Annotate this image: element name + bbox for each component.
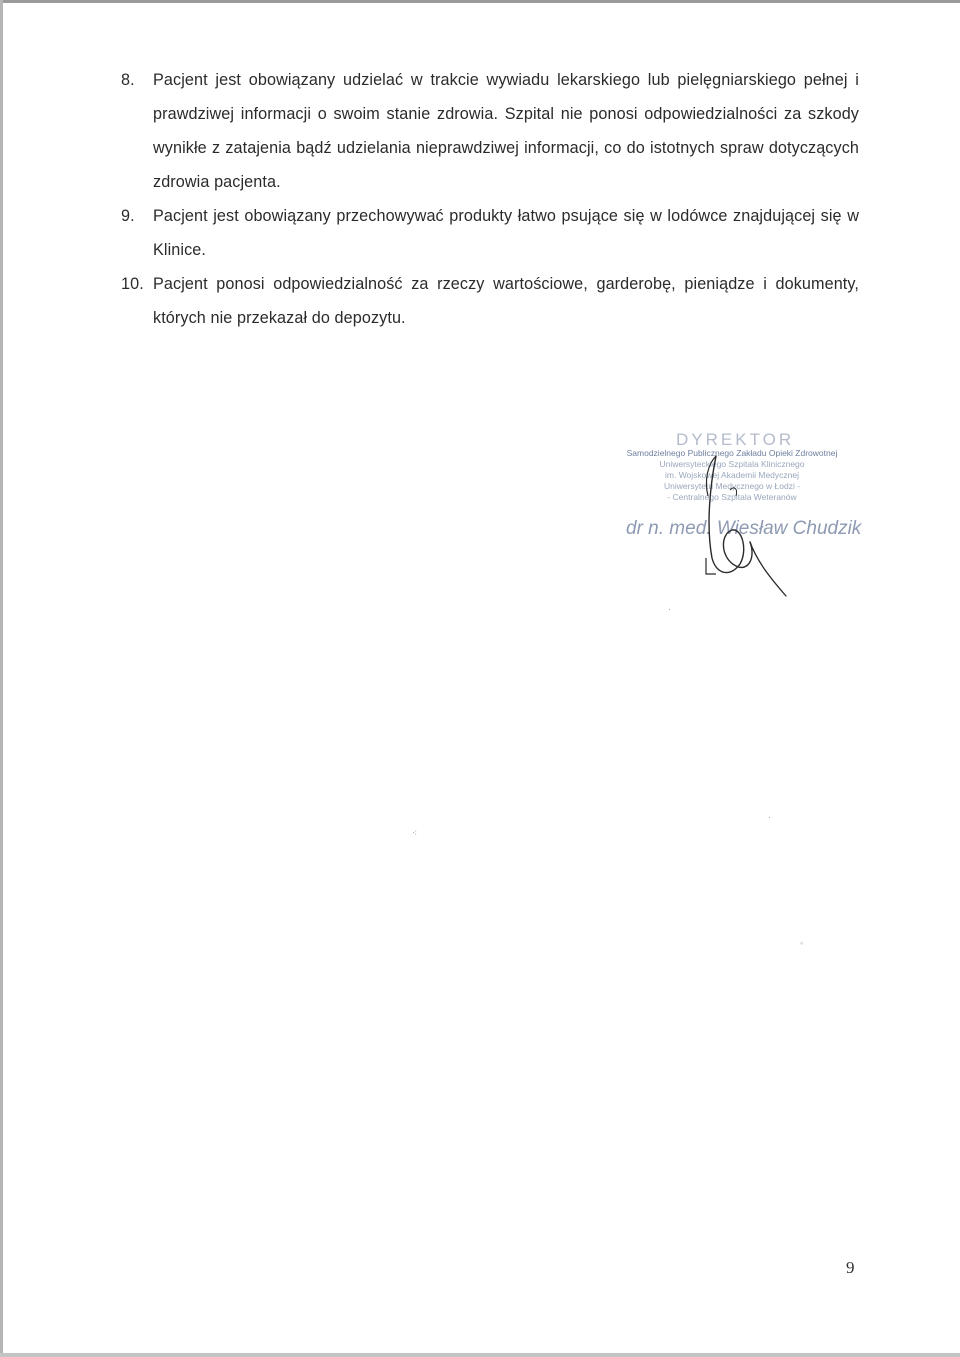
scan-edge-bottom (0, 1353, 960, 1357)
item-text: Pacjent ponosi odpowiedzialność za rzeczy wartościowe, garderobę, pieniądze i dokumenty, których nie przekazał do depozytu. (153, 275, 859, 327)
list-item (121, 267, 859, 335)
scan-edge-top (0, 0, 960, 3)
stamp-line: Uniwersyteckiego Szpitala Klinicznego (659, 459, 805, 469)
list-item (121, 199, 859, 267)
page-number: 9 (846, 1258, 855, 1277)
item-number: 8. (121, 71, 135, 89)
stamp-line: im. Wojskowej Akademii Medycznej (665, 470, 799, 480)
stamp-line: Samodzielnego Publicznego Zakładu Opieki Zdrowotnej (626, 448, 838, 458)
stamp-line: Uniwersytetu Medycznego w Łodzi - (663, 481, 801, 491)
scan-speck: ◦ (800, 938, 804, 948)
stamp-line: - Centralnego Szpitala Weteranów (667, 492, 797, 502)
stamp-title: DYREKTOR (676, 430, 795, 449)
stamp-director-name: dr n. med. Wiesław Chudzik (626, 518, 862, 539)
item-number: 9. (121, 207, 135, 225)
item-number: 10. (121, 275, 144, 293)
scan-speck: · (668, 604, 671, 614)
item-text: Pacjent jest obowiązany udzielać w trakcie wywiadu lekarskiego lub pielęgniarskiego pełnej i prawdziwej informacji o swoim stanie zdrowia. Szpital nie ponosi odpowiedzialności za szkody wynikłe z zatajenia bądź udzielania nieprawdziwej informacji, co do istotnych spraw dotyczących zdrowia pacjenta. (153, 71, 859, 191)
item-text: Pacjent jest obowiązany przechowywać produkty łatwo psujące się w lodówce znajdującej się w Klinice. (153, 207, 859, 259)
regulations-list (121, 63, 859, 335)
handwritten-signature (690, 446, 820, 606)
list-item (121, 63, 859, 199)
scan-speck: ⁖ (412, 828, 418, 838)
scan-edge-left (0, 0, 3, 1357)
scan-speck: · (768, 812, 771, 822)
